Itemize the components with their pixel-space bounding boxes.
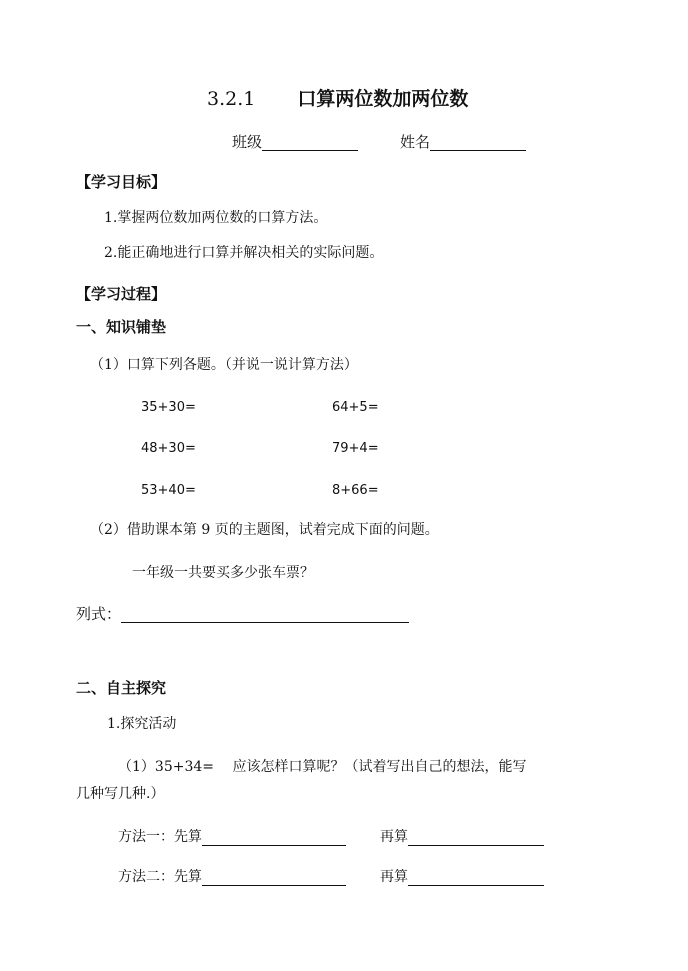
part1-question-1: （1）口算下列各题。（并说一说计算方法）: [90, 357, 358, 373]
method-2-first-field[interactable]: [118, 869, 346, 886]
method-1-then-label: 再算: [380, 829, 408, 845]
name-field[interactable]: [400, 133, 526, 151]
method-1-then-blank[interactable]: [408, 830, 544, 846]
activity-label: 1.探究活动: [107, 716, 177, 732]
method-2-then-field[interactable]: [380, 869, 544, 886]
class-field[interactable]: [232, 133, 358, 151]
method-2-then-label: 再算: [380, 869, 408, 885]
calc-left-3: 53+40=: [141, 483, 196, 498]
class-blank[interactable]: [262, 135, 358, 151]
part2-heading: 二、自主探究: [76, 679, 167, 697]
method-2-then-blank[interactable]: [408, 870, 544, 886]
ticket-question: 一年级一共要买多少张车票？: [132, 565, 314, 581]
formula-label: 列式：: [76, 605, 122, 623]
goal-item-2: 2.能正确地进行口算并解决相关的实际问题。: [104, 245, 384, 261]
method-1-first-field[interactable]: [118, 829, 346, 846]
calc-left-2: 48+30=: [141, 441, 196, 456]
method-2-first-blank[interactable]: [202, 870, 346, 886]
part1-heading: 一、知识铺垫: [76, 318, 167, 336]
process-heading: 【学习过程】: [76, 285, 167, 303]
name-blank[interactable]: [430, 135, 526, 151]
calc-right-3: 8+66=: [332, 483, 379, 498]
formula-blank[interactable]: [121, 607, 409, 623]
goal-item-1: 1.掌握两位数加两位数的口算方法。: [104, 210, 328, 226]
method-1-label: 方法一：先算: [118, 829, 202, 845]
method-2-label: 方法二：先算: [118, 869, 202, 885]
name-label: 姓名: [400, 133, 431, 151]
part1-question-2: （2）借助课本第 9 页的主题图，试着完成下面的问题。: [90, 522, 439, 538]
calc-right-2: 79+4=: [332, 441, 379, 456]
part2-question-line-2: 几种写几种.）: [76, 786, 165, 802]
formula-field[interactable]: [76, 605, 409, 623]
method-1-first-blank[interactable]: [202, 830, 346, 846]
calc-right-1: 64+5=: [332, 400, 379, 415]
part2-question-line-1: （1）35+34= 应该怎样口算呢？（试着写出自己的想法，能写: [118, 759, 527, 775]
lesson-number: 3.2.1: [207, 88, 256, 110]
goals-heading: 【学习目标】: [76, 173, 167, 191]
page-title: [207, 88, 468, 110]
class-label: 班级: [232, 133, 263, 151]
method-1-then-field[interactable]: [380, 829, 544, 846]
calc-left-1: 35+30=: [141, 400, 196, 415]
lesson-title: 口算两位数加两位数: [297, 88, 469, 110]
